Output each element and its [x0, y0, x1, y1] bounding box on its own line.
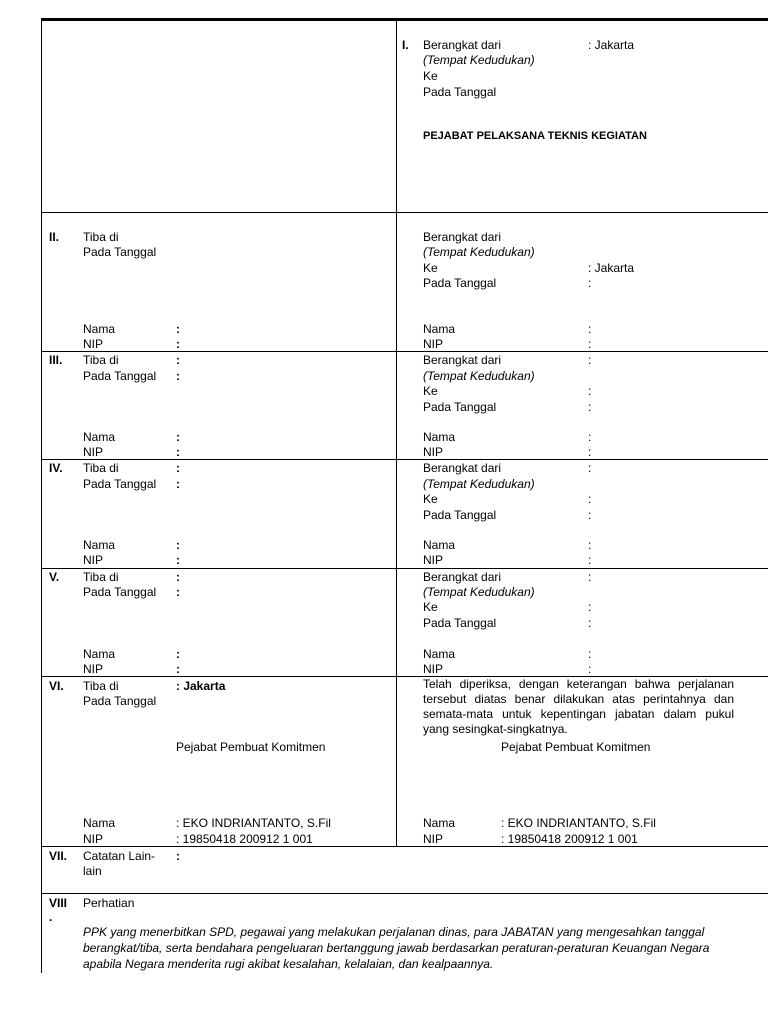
row-divider — [41, 459, 768, 460]
row-divider — [41, 568, 768, 569]
colon: : — [176, 662, 180, 676]
nip-label: NIP — [423, 832, 444, 846]
catatan-label-cont: lain — [83, 864, 102, 878]
colon: : — [588, 353, 592, 367]
section-number: VI. — [49, 679, 64, 693]
section-number: II. — [49, 230, 60, 244]
colon: : — [176, 445, 180, 459]
ke-label: Ke — [423, 261, 438, 275]
nip-label: NIP — [83, 445, 104, 459]
colon: : — [176, 430, 180, 444]
colon: : — [588, 508, 592, 522]
tiba-label: Tiba di — [83, 461, 119, 475]
colon: : — [588, 337, 592, 351]
colon: : — [588, 461, 592, 475]
row-divider — [41, 893, 768, 894]
section-number: V. — [49, 570, 60, 584]
colon: : — [176, 461, 180, 475]
tempat-label: (Tempat Kedudukan) — [423, 477, 535, 491]
berangkat-label: Berangkat dari — [423, 570, 502, 584]
colon: : — [588, 570, 592, 584]
table-border-left — [41, 18, 42, 973]
colon: : — [176, 570, 180, 584]
colon: : — [588, 445, 592, 459]
pada-tanggal-label: Pada Tanggal — [423, 616, 497, 630]
column-divider — [396, 18, 397, 846]
nama-label: Nama — [423, 322, 456, 336]
colon: : — [176, 849, 180, 863]
pada-tanggal-label: Pada Tanggal — [83, 477, 157, 491]
nip-value: : 19850418 200912 1 001 — [501, 832, 638, 846]
pada-tanggal-label: Pada Tanggal — [423, 276, 497, 290]
pada-tanggal-label: Pada Tanggal — [83, 369, 157, 383]
nama-label: Nama — [423, 538, 456, 552]
nip-label: NIP — [423, 662, 444, 676]
pada-tanggal-label: Pada Tanggal — [83, 694, 157, 708]
nip-label: NIP — [423, 445, 444, 459]
tiba-value: : Jakarta — [176, 679, 226, 693]
colon: : — [588, 647, 592, 661]
nama-label: Nama — [83, 322, 116, 336]
pejabat-title: Pejabat Pembuat Komitmen — [501, 740, 651, 754]
verification-statement: Telah diperiksa, dengan keterangan bahwa perjalanan tersebut diatas benar dilakukan atas perintahnya dan semata-mata untuk kepentingan jabatan dalam pukul yang sesingkat-singkatnya. — [423, 677, 734, 736]
nip-label: NIP — [423, 553, 444, 567]
tempat-label: (Tempat Kedudukan) — [423, 369, 535, 383]
pejabat-title: PEJABAT PELAKSANA TEKNIS KEGIATAN — [423, 130, 647, 142]
nama-label: Nama — [423, 647, 456, 661]
nip-label: NIP — [83, 662, 104, 676]
colon: : — [176, 322, 180, 336]
ke-label: Ke — [423, 69, 438, 83]
nama-label: Nama — [423, 816, 456, 830]
ke-value: : Jakarta — [588, 261, 635, 275]
colon: : — [176, 647, 180, 661]
nama-label: Nama — [83, 647, 116, 661]
colon: : — [588, 322, 592, 336]
colon: : — [588, 538, 592, 552]
perhatian-label: Perhatian — [83, 896, 135, 910]
pada-tanggal-label: Pada Tanggal — [423, 85, 497, 99]
nip-value: : 19850418 200912 1 001 — [176, 832, 313, 846]
colon: : — [176, 477, 180, 491]
nama-value: : EKO INDRIANTANTO, S.Fil — [176, 816, 331, 830]
nama-label: Nama — [83, 816, 116, 830]
tiba-label: Tiba di — [83, 679, 119, 693]
nip-label: NIP — [423, 337, 444, 351]
colon: : — [588, 662, 592, 676]
section-number-dot: . — [49, 910, 53, 924]
perhatian-note: PPK yang menerbitkan SPD, pegawai yang melakukan perjalanan dinas, para JABATAN yang mengesahkan tanggal berangkat/tiba, serta bendahara pengeluaran bertanggung jawab berdasarkan peraturan-peraturan Keuangan Negara apabila Negara menderita rugi akibat kesalahan, kelalaian, dan kealpaannya. — [83, 925, 710, 971]
table-border-top — [41, 18, 768, 21]
colon: : — [588, 553, 592, 567]
colon: : — [588, 492, 592, 506]
tempat-label: (Tempat Kedudukan) — [423, 245, 535, 259]
tempat-label: (Tempat Kedudukan) — [423, 53, 535, 67]
pada-tanggal-label: Pada Tanggal — [423, 400, 497, 414]
colon: : — [588, 276, 592, 290]
pada-tanggal-label: Pada Tanggal — [423, 508, 497, 522]
colon: : — [176, 553, 180, 567]
nip-label: NIP — [83, 337, 104, 351]
colon: : — [588, 616, 592, 630]
section-number: IV. — [49, 461, 63, 475]
section-number: VIII — [49, 896, 68, 910]
nip-label: NIP — [83, 553, 104, 567]
pada-tanggal-label: Pada Tanggal — [83, 245, 157, 259]
tiba-label: Tiba di — [83, 353, 119, 367]
tiba-label: Tiba di — [83, 230, 119, 244]
section-number: VII. — [49, 849, 68, 863]
tiba-label: Tiba di — [83, 570, 119, 584]
nama-value: : EKO INDRIANTANTO, S.Fil — [501, 816, 656, 830]
colon: : — [588, 430, 592, 444]
berangkat-label: Berangkat dari — [423, 38, 502, 52]
nama-label: Nama — [423, 430, 456, 444]
section-number: III. — [49, 353, 63, 367]
colon: : — [588, 384, 592, 398]
colon: : — [588, 400, 592, 414]
colon: : — [176, 369, 180, 383]
row-divider — [41, 846, 768, 847]
nip-label: NIP — [83, 832, 104, 846]
row-divider — [41, 212, 768, 213]
pada-tanggal-label: Pada Tanggal — [83, 585, 157, 599]
pejabat-title: Pejabat Pembuat Komitmen — [176, 740, 326, 754]
nama-label: Nama — [83, 430, 116, 444]
colon: : — [176, 538, 180, 552]
berangkat-value: : Jakarta — [588, 38, 635, 52]
colon: : — [176, 337, 180, 351]
nama-label: Nama — [83, 538, 116, 552]
berangkat-label: Berangkat dari — [423, 461, 502, 475]
row-divider — [41, 351, 768, 352]
tempat-label: (Tempat Kedudukan) — [423, 585, 535, 599]
colon: : — [176, 353, 180, 367]
colon: : — [176, 585, 180, 599]
berangkat-label: Berangkat dari — [423, 230, 502, 244]
ke-label: Ke — [423, 492, 438, 506]
catatan-label: Catatan Lain- — [83, 849, 156, 863]
section-number: I. — [402, 38, 409, 52]
ke-label: Ke — [423, 600, 438, 614]
colon: : — [588, 600, 592, 614]
ke-label: Ke — [423, 384, 438, 398]
berangkat-label: Berangkat dari — [423, 353, 502, 367]
